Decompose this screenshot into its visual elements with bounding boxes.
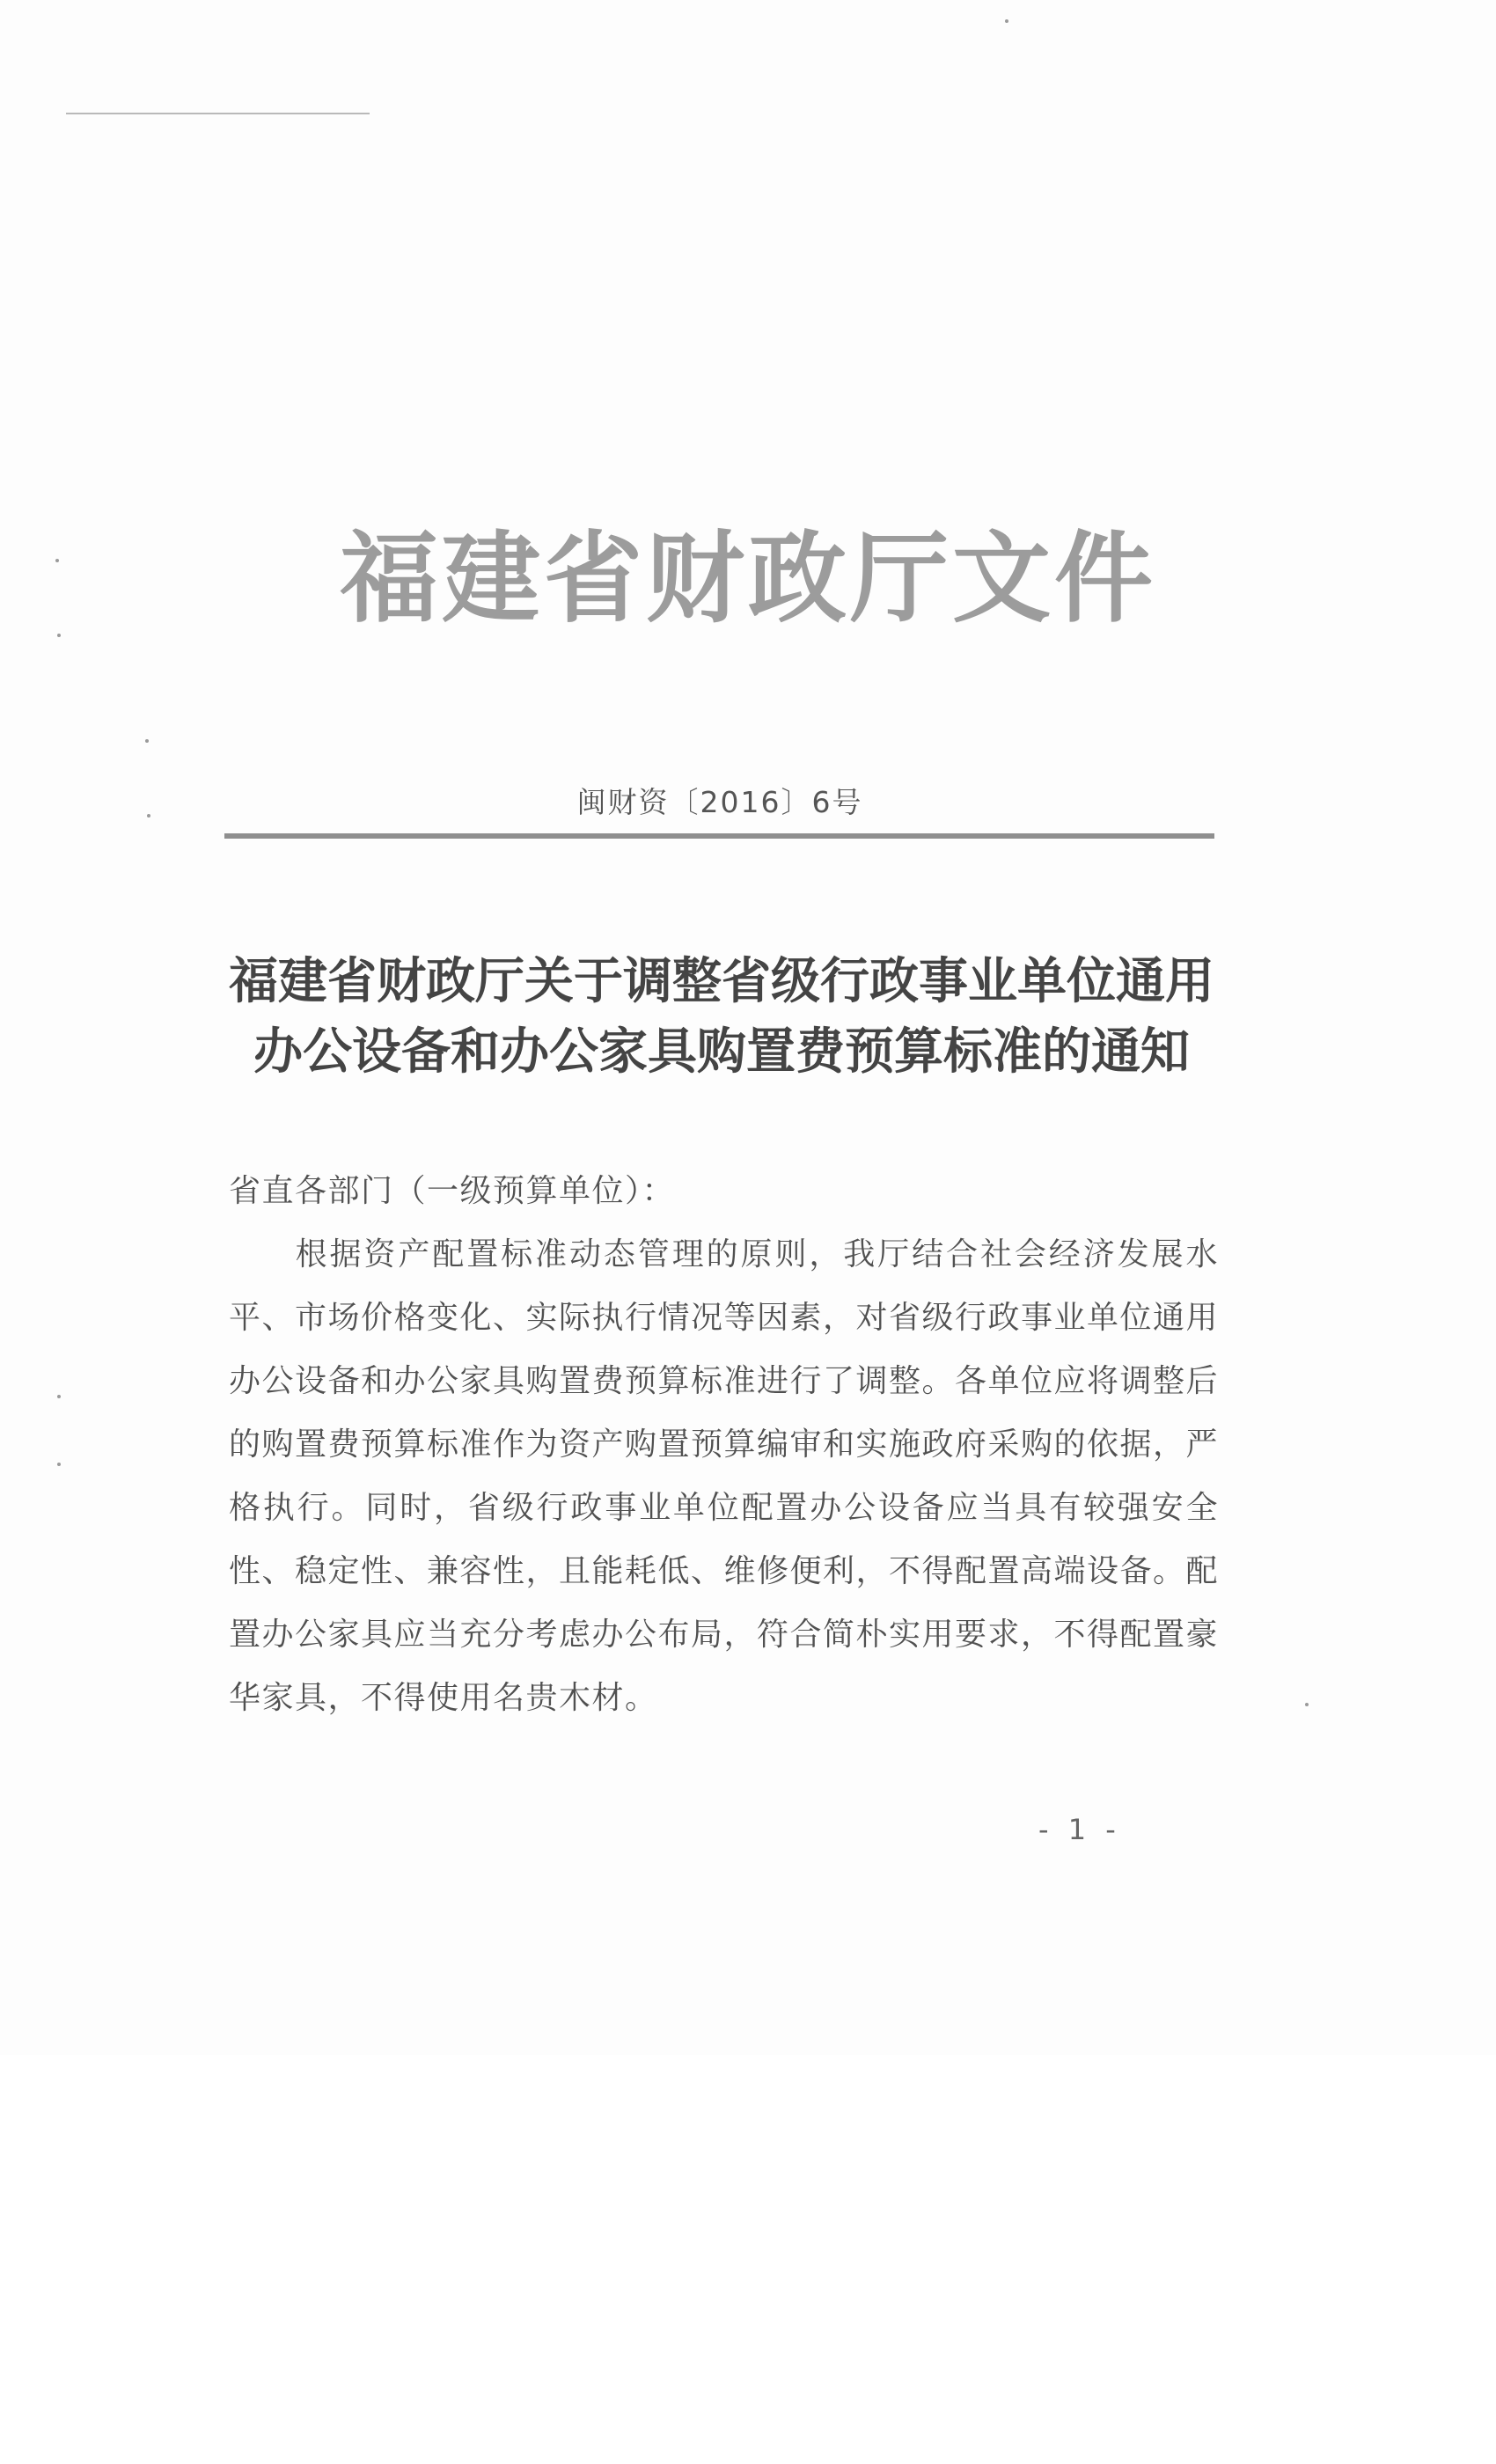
document-body (229, 1160, 1219, 1730)
page-number: - 1 - (1038, 1813, 1121, 1846)
masthead-separator-rule (224, 833, 1214, 839)
scan-speck (57, 1395, 61, 1398)
title-line: 办公设备和办公家具购置费预算标准的通知 (253, 1023, 1190, 1081)
issuer-masthead: 福建省财政厅文件 (340, 521, 1156, 636)
scan-speck (1005, 19, 1008, 23)
scan-speck (57, 1463, 61, 1466)
scan-speck (145, 739, 149, 743)
scan-speck (57, 634, 61, 637)
document-number: 闽财资〔2016〕6号 (576, 785, 863, 819)
scan-speck (1305, 1703, 1309, 1706)
document-title (211, 946, 1232, 1087)
title-line: 福建省财政厅关于调整省级行政事业单位通用 (229, 952, 1214, 1010)
body-paragraph: 根据资产配置标准动态管理的原则，我厅结合社会经济发展水平、市场价格变化、实际执行情况等因素，对省级行政事业单位通用办公设备和办公家具购置费预算标准进行了调整。各单位应将调整后的购置费预算标准作为资产购置预算编审和实施政府采购的依据，严格执行。同时，省级行政事业单位配置办公设备应当具有较强安全性、稳定性、兼容性，且能耗低、维修便利，不得配置高端设备。配置办公家具应当充分考虑办公布局，符合简朴实用要求，不得配置豪华家具，不得使用名贵木材。 (229, 1236, 1220, 1716)
top-divider (66, 113, 370, 114)
salutation: 省直各部门（一级预算单位）： (229, 1173, 676, 1209)
